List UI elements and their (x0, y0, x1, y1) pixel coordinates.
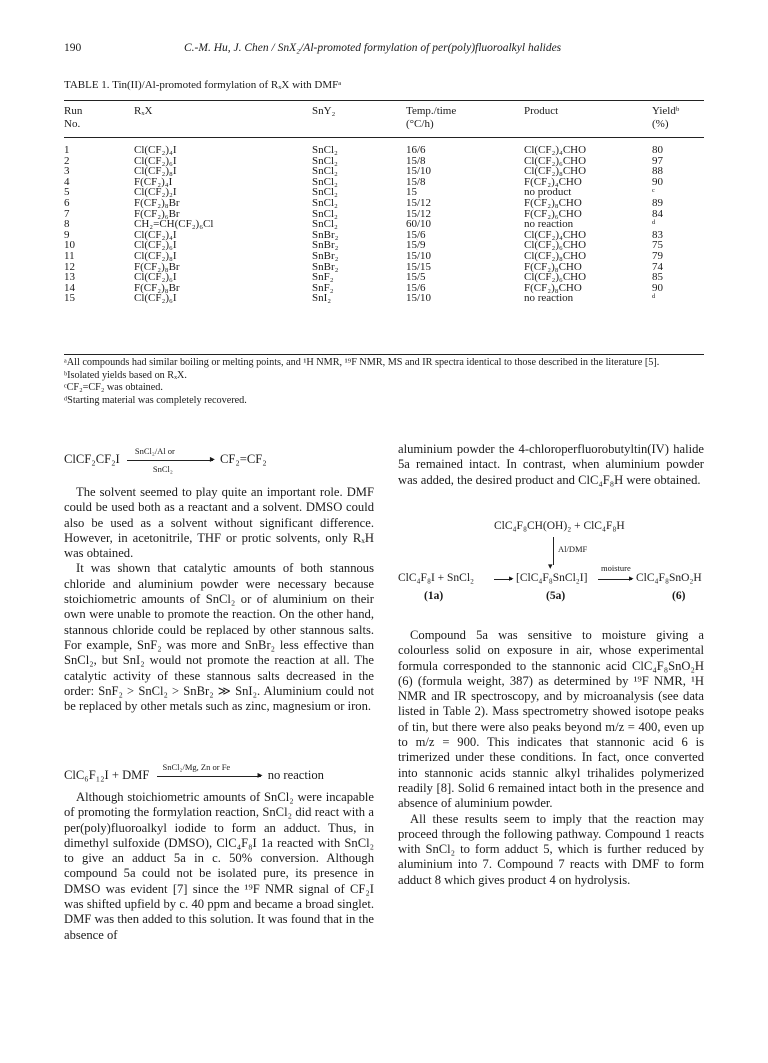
table-cell: 15/12 (406, 196, 432, 209)
table-cell: CH₂=CH(CF₂)₆Cl (134, 218, 214, 231)
left-para-3: Although stoichiometric amounts of SnCl₂ were incapable of promoting the formylation reaction, SnCl₂ did react with a per(poly)fluoroalkyl iodide to form an adduct. Thus, in dimethyl sulfoxide (DMSO), ClC₄F₈I 1a reacted with SnCl₂ to give an adduct 5a in c. 50% conversion. Although compound 5a could not be isolated pure, its presence in DMSO was evident [7] since the ¹⁹F NMR signal of CF₂I was shifted upfield by c. 40 ppm and became a broad singlet. DMF was then added to this solution. It was found that in the absence of (64, 790, 374, 942)
table-cell: F(CF₂)₈CHO (524, 196, 582, 209)
column-header-sny2: SnY₂ (312, 105, 336, 117)
right-para-3: All these results seem to imply that the reaction may proceed through the following pathway. Compound 1 reacts with SnCl₂ to form adduct 5, which is further reduced by aluminium into 7. Compound 7 reacts with DMF to form adduct 8 which gives product 4 on hydrolysis. (398, 811, 704, 887)
table-cell: ᶜ (652, 186, 655, 199)
table-cell: F(CF₂)₈Br (134, 196, 180, 209)
table-row (64, 198, 704, 209)
table-cell: 7 (64, 207, 70, 220)
table-cell: SnI₂ (312, 292, 332, 305)
scheme-arrow-2-label: moisture (601, 563, 631, 573)
running-header (64, 42, 704, 58)
right-column-lower (398, 628, 704, 888)
eq2-product: no reaction (267, 768, 324, 782)
table-cell: SnBr₂ (312, 249, 339, 262)
left-para-2: It was shown that catalytic amounts of both stannous chloride and aluminium powder were necessary because stoichiometric amounts of SnCl₂ or of aluminium on their own were unable to promote the reaction. On the other hand, stannous chloride could be replaced by other stannous salts. For example, SnF₂ was more and SnBr₂ less effective than SnCl₂, but SnI₂ would not promote the reaction at all. The catalytic activity of these stannous salts decreased in the order: SnF₂ > SnCl₂ > SnBr₂ ≫ SnI₂. Aluminium could not be replaced by other metals such as zinc, magnesium or iron. (64, 561, 374, 714)
equation-1 (64, 445, 267, 474)
table-header-rule (64, 137, 704, 138)
table-cell: ᵈ (652, 292, 656, 305)
table-cell: SnCl₂ (312, 218, 338, 231)
table-cell: F(CF₂)₆Br (134, 207, 180, 220)
table-cell: 4 (64, 175, 70, 188)
footnote-c: ᶜCF₂=CF₂ was obtained. (64, 382, 163, 393)
table-cell: Cl(CF₂)₄CHO (524, 144, 587, 156)
table-cell: 15/6 (406, 281, 426, 294)
table-cell: Cl(CF₂)₈I (134, 249, 177, 262)
table-cell: 16/6 (406, 144, 426, 156)
table-cell: 15 (406, 186, 417, 199)
table-cell: Cl(CF₂)₆I (134, 271, 177, 284)
scheme-product: ClC₄F₈SnO₂H (636, 572, 702, 584)
table-cell: Cl(CF₂)₈I (134, 165, 177, 178)
eq2-arrow-label: SnCl₂/Mg, Zn or Fe (162, 761, 231, 772)
table-cell: SnF₂ (312, 281, 334, 294)
table-cell: SnCl₂ (312, 186, 338, 199)
table-top-rule (64, 100, 704, 101)
table-cell: F(CF₂)₄CHO (524, 175, 582, 188)
table-cell: 8 (64, 218, 70, 231)
right-para-1: aluminium powder the 4-chloroperfluorobutyltin(IV) halide 5a remained intact. In contrast, when aluminium powder was added, the desired product and ClC₄F₈H were obtained. (398, 442, 704, 487)
scheme-label-6: (6) (672, 590, 686, 602)
table-cell: 90 (652, 175, 663, 188)
reaction-scheme (398, 520, 704, 620)
table-cell: Cl(CF₂)₄I (134, 144, 177, 156)
table-cell: Cl(CF₂)₆CHO (524, 154, 587, 167)
table-cell: SnBr₂ (312, 228, 339, 241)
table-cell: no reaction (524, 218, 574, 231)
table-cell: 15/8 (406, 175, 426, 188)
table-cell: F(CF₂)₈CHO (524, 281, 582, 294)
column-header-rfx: RₓX (134, 105, 153, 117)
table-cell: Cl(CF₂)₆I (134, 239, 177, 252)
table-cell: 90 (652, 281, 663, 294)
table-cell: 11 (64, 249, 75, 262)
table-cell: 3 (64, 165, 70, 178)
column-header-product: Product (524, 105, 559, 117)
table-row (64, 293, 704, 304)
eq1-reactant: ClCF₂CF₂I (64, 452, 120, 466)
table-cell: 83 (652, 228, 663, 241)
eq1-arrow-label-below: SnCl₂ (152, 463, 173, 474)
left-para-1: The solvent seemed to play quite an important role. DMF could be used both as a reactant and a solvent. DMSO could also be used as a solvent without significant difference. However, in acetonitrile, THF or protic solvents, only RₓH was obtained. (64, 485, 374, 561)
table-cell: 74 (652, 260, 663, 273)
table-cell: 85 (652, 271, 663, 284)
column-header-temp-time: Temp./time (°C/h) (406, 105, 457, 130)
table-cell: 15/6 (406, 228, 426, 241)
left-column-lower (64, 790, 374, 943)
footnote-d: ᵈStarting material was completely recovered. (64, 394, 247, 406)
table-cell: Cl(CF₂)₆CHO (524, 239, 587, 252)
equation-2 (64, 761, 324, 783)
table-cell: Cl(CF₂)₄I (134, 228, 177, 241)
table-cell: F(CF₂)₆CHO (524, 207, 582, 220)
table-cell: 15/10 (406, 249, 432, 262)
table-cell: 6 (64, 196, 70, 209)
table-cell: 5 (64, 186, 70, 199)
right-para-2: Compound 5a was sensitive to moisture giving a colourless solid on exposure in air, whose experimental formula corresponded to the stannonic acid ClC₄F₈SnO₂H (6) (formula weight, 387) as determined by ¹⁹F NMR, ¹H NMR and IR spectroscopy, and by microanalysis (see data listed in Table 2). Mass spectrometry showed isotope peaks of tin, but there were also peaks beyond m/z = 400, even up to m/z = 900. This indicates that stannonic acid 6 is trimerized under these conditions. In fact, once converted into stannonic acids stannic alkyl trihalides polymerized readily [8]. Solid 6 remained intact both in the presence and absence of aluminium powder. (398, 628, 704, 811)
table-cell: 60/10 (406, 218, 432, 231)
table-cell: SnCl₂ (312, 144, 338, 156)
table-cell: 15 (64, 292, 75, 305)
footnote-b: ᵇIsolated yields based on RₓX. (64, 369, 187, 381)
column-header-yield: Yieldᵇ (%) (652, 105, 680, 130)
table-footnotes (64, 357, 704, 407)
table-cell: SnCl₂ (312, 196, 338, 209)
table-cell: SnF₂ (312, 271, 334, 284)
table-cell: 15/10 (406, 165, 432, 178)
eq1-product: CF₂=CF₂ (220, 452, 267, 466)
table-cell: 79 (652, 249, 663, 262)
data-table (64, 145, 704, 304)
scheme-arrow-1-head: ▸ (509, 573, 514, 583)
table-cell: SnCl₂ (312, 207, 338, 220)
table-cell: Cl(CF₂)₈CHO (524, 165, 587, 178)
table-cell: Cl(CF₂)₆I (134, 154, 177, 167)
table-cell: SnCl₂ (312, 175, 338, 188)
table-row (64, 251, 704, 262)
scheme-vertical-arrow (553, 537, 554, 565)
scheme-intermediate: [ClC₄F₈SnCl₂I] (516, 572, 588, 584)
running-title: C.-M. Hu, J. Chen / SnX₂/Al-promoted formylation of per(poly)fluoroalkyl halides (184, 42, 562, 54)
table-cell: 75 (652, 239, 663, 252)
table-cell: SnCl₂ (312, 154, 338, 167)
table-cell: 15/5 (406, 271, 426, 284)
column-header-run: Run No. (64, 105, 83, 130)
table-cell: 15/8 (406, 154, 426, 167)
table-cell: F(CF₂)₈Br (134, 281, 180, 294)
table-cell: 10 (64, 239, 75, 252)
table-cell: 84 (652, 207, 663, 220)
table-cell: Cl(CF₂)₆CHO (524, 271, 587, 284)
table-cell: Cl(CF₂)₂I (134, 186, 177, 199)
page-number: 190 (64, 42, 82, 54)
table-cell: SnBr₂ (312, 239, 339, 252)
eq1-arrow: SnCl₂/Al or ▸ SnCl₂ (127, 460, 213, 461)
table-cell: F(CF₂)₈Br (134, 260, 180, 273)
table-cell: Cl(CF₂)₈CHO (524, 249, 587, 262)
scheme-top-products: ClC₄F₈CH(OH)₂ + ClC₄F₈H (494, 520, 625, 532)
scheme-label-5a: (5a) (546, 590, 566, 602)
table-cell: Cl(CF₂)₆I (134, 292, 177, 305)
table-cell: 89 (652, 196, 663, 209)
scheme-vertical-arrowhead: ▾ (548, 561, 553, 571)
eq2-arrow: SnCl₂/Mg, Zn or Fe ▸ (157, 776, 261, 777)
table-cell: 9 (64, 228, 70, 241)
table-cell: no reaction (524, 292, 574, 305)
eq1-arrow-label-above: SnCl₂/Al or (134, 445, 175, 456)
table-cell: 15/12 (406, 207, 432, 220)
table-cell: 1 (64, 144, 70, 156)
table-cell: 97 (652, 154, 663, 167)
table-cell: 14 (64, 281, 75, 294)
scheme-label-1a: (1a) (424, 590, 444, 602)
table-cell: 13 (64, 271, 75, 284)
scheme-reactants: ClC₄F₈I + SnCl₂ (398, 572, 475, 584)
table-cell: F(CF₂)₈CHO (524, 260, 582, 273)
scheme-arrow-2 (598, 579, 632, 580)
table-row (64, 145, 704, 156)
scheme-arrow-2-head: ▸ (629, 573, 634, 583)
table-cell: SnCl₂ (312, 165, 338, 178)
table-caption: TABLE 1. Tin(II)/Al-promoted formylation of RₓX with DMFᵃ (64, 79, 342, 91)
table-cell: 80 (652, 144, 663, 156)
table-cell: 15/10 (406, 292, 432, 305)
table-cell: SnBr₂ (312, 260, 339, 273)
table-cell: F(CF₂)₄I (134, 175, 173, 188)
table-cell: 15/15 (406, 260, 432, 273)
table-cell: ᵈ (652, 218, 656, 231)
table-cell: 2 (64, 154, 70, 167)
table-bottom-rule (64, 354, 704, 355)
table-cell: Cl(CF₂)₄CHO (524, 228, 587, 241)
table-cell: 88 (652, 165, 663, 178)
table-cell: no product (524, 186, 572, 199)
table-cell: 15/9 (406, 239, 426, 252)
right-column (398, 442, 704, 488)
footnote-a: ᵃAll compounds had similar boiling or melting points, and ¹H NMR, ¹⁹F NMR, MS and IR spectra identical to those described in the literature [5]. (64, 357, 660, 368)
scheme-vertical-label: Al/DMF (558, 544, 588, 554)
eq2-reactants: ClC₆F₁₂I + DMF (64, 768, 150, 782)
left-column (64, 485, 374, 714)
table-cell: 12 (64, 260, 75, 273)
